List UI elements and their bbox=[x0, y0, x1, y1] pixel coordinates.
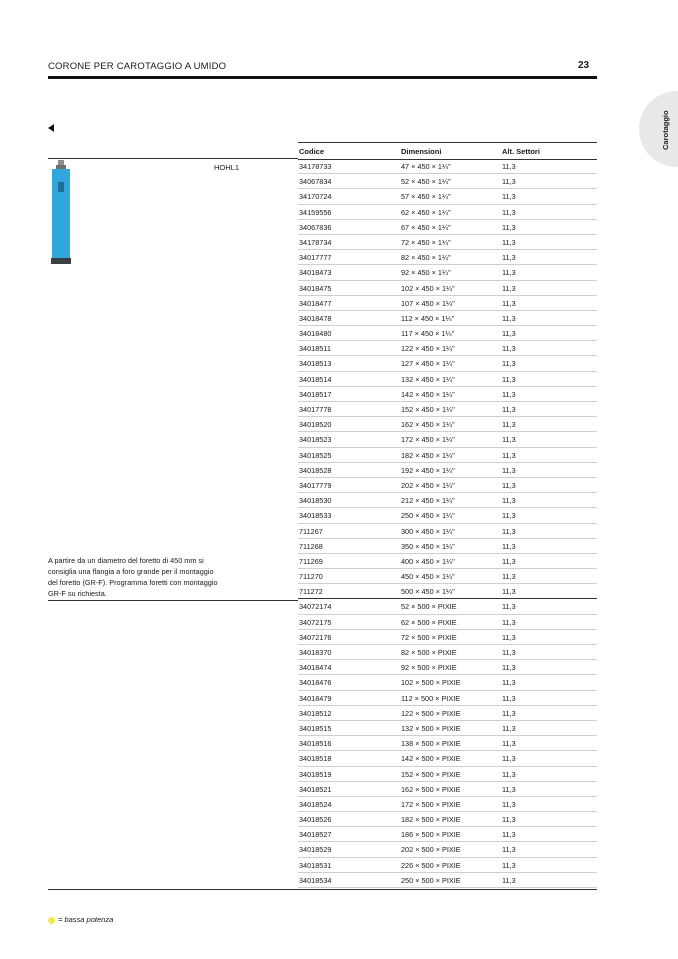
code-cell: 34018520 bbox=[299, 420, 332, 430]
code-cell: 34018531 bbox=[299, 860, 332, 870]
code-cell: 34018525 bbox=[299, 450, 332, 460]
code-cell: 711272 bbox=[299, 587, 323, 597]
dimensions-cell: 117 × 450 × 1¼" bbox=[401, 329, 455, 339]
dimensions-cell: 92 × 450 × 1¼" bbox=[401, 268, 451, 278]
code-cell: 34018533 bbox=[299, 511, 332, 521]
segment-height-cell: 11,3 bbox=[502, 815, 516, 825]
segment-height-cell: 11,3 bbox=[502, 739, 516, 749]
code-cell: 34018524 bbox=[299, 799, 332, 809]
code-cell: 34018521 bbox=[299, 784, 332, 794]
low-power-dot-icon bbox=[48, 917, 55, 924]
table-row bbox=[298, 463, 597, 478]
dimensions-cell: 152 × 500 × PIXIE bbox=[401, 769, 461, 779]
code-cell: 34072176 bbox=[299, 632, 332, 642]
code-cell: 34018511 bbox=[299, 344, 331, 354]
dimensions-cell: 127 × 450 × 1¼" bbox=[401, 359, 455, 369]
segment-height-cell: 11,3 bbox=[502, 359, 516, 369]
segment-height-cell: 11,3 bbox=[502, 648, 516, 657]
code-cell: 711270 bbox=[299, 572, 323, 582]
table-row bbox=[298, 569, 597, 584]
segment-height-cell: 11,3 bbox=[502, 511, 516, 521]
dimensions-cell: 500 × 450 × 1¼" bbox=[401, 587, 455, 597]
table-row bbox=[298, 691, 597, 706]
segment-height-cell: 11,3 bbox=[502, 283, 516, 293]
code-cell: 34018514 bbox=[299, 374, 332, 384]
column-header-codice: Codice bbox=[299, 147, 325, 156]
table-row bbox=[298, 189, 597, 204]
column-header-dimensioni: Dimensioni bbox=[401, 147, 442, 156]
code-cell: 34017779 bbox=[299, 480, 332, 490]
table-row bbox=[298, 478, 597, 493]
segment-height-cell: 11,3 bbox=[502, 496, 516, 506]
code-cell: 34018528 bbox=[299, 465, 332, 475]
table-row bbox=[298, 174, 597, 189]
code-cell: 34072174 bbox=[299, 602, 332, 612]
table-row bbox=[298, 159, 597, 174]
dimensions-cell: 107 × 450 × 1¼" bbox=[401, 298, 455, 308]
code-cell: 711267 bbox=[299, 526, 323, 536]
table-row bbox=[298, 356, 597, 371]
code-cell: 34018523 bbox=[299, 435, 332, 445]
dimensions-cell: 182 × 500 × PIXIE bbox=[401, 815, 461, 825]
code-cell: 34018475 bbox=[299, 283, 332, 293]
drill-bit-label bbox=[58, 182, 64, 192]
dimensions-cell: 226 × 500 × PIXIE bbox=[401, 860, 461, 870]
dimensions-cell: 162 × 500 × PIXIE bbox=[401, 784, 461, 794]
table-row bbox=[298, 281, 597, 296]
segment-height-cell: 11,3 bbox=[502, 207, 516, 217]
dimensions-cell: 72 × 500 × PIXIE bbox=[401, 632, 457, 642]
table-row bbox=[298, 402, 597, 417]
table-row bbox=[298, 417, 597, 432]
dimensions-cell: 152 × 450 × 1¼" bbox=[401, 405, 455, 414]
code-cell: 34018477 bbox=[299, 298, 332, 308]
code-cell: 34018518 bbox=[299, 754, 332, 764]
table-row bbox=[298, 554, 597, 569]
dimensions-cell: 62 × 500 × PIXIE bbox=[401, 617, 457, 627]
segment-height-cell: 11,3 bbox=[502, 602, 516, 612]
segment-height-cell: 11,3 bbox=[502, 556, 516, 566]
segment-height-cell: 11,3 bbox=[502, 526, 516, 536]
code-cell: 34018516 bbox=[299, 739, 332, 749]
dimensions-cell: 122 × 500 × PIXIE bbox=[401, 708, 461, 718]
dimensions-cell: 250 × 500 × PIXIE bbox=[401, 875, 461, 885]
dimensions-cell: 192 × 450 × 1¼" bbox=[401, 465, 455, 475]
code-cell: 34018534 bbox=[299, 875, 332, 885]
table-row bbox=[298, 205, 597, 220]
code-cell: 34018476 bbox=[299, 678, 332, 688]
dimensions-cell: 138 × 500 × PIXIE bbox=[401, 739, 461, 749]
core-drill-bit-image bbox=[50, 160, 72, 264]
side-tab-label: Carotaggio bbox=[661, 110, 670, 150]
page-header-title: CORONE PER CAROTAGGIO A UMIDO bbox=[48, 61, 227, 72]
table-row bbox=[298, 524, 597, 539]
segment-height-cell: 11,3 bbox=[502, 663, 516, 673]
code-cell: 34018517 bbox=[299, 389, 332, 399]
code-cell: 34018515 bbox=[299, 723, 332, 733]
dimensions-cell: 102 × 450 × 1¼" bbox=[401, 283, 455, 293]
segment-height-cell: 11,3 bbox=[502, 845, 516, 855]
table-row bbox=[298, 372, 597, 387]
dimensions-cell: 182 × 450 × 1¼" bbox=[401, 450, 455, 460]
code-cell: 34018519 bbox=[299, 769, 332, 779]
table-row bbox=[298, 630, 597, 645]
segment-height-cell: 11,3 bbox=[502, 678, 516, 688]
code-cell: 34178733 bbox=[299, 162, 332, 171]
product-note: A partire da un diametro del foretto di 450 mm si consiglia una flangia a foro grande per il montaggio del foretto (GR-F). Programma foretti con montaggio GR-F su richiesta. bbox=[48, 556, 218, 598]
table-row bbox=[298, 311, 597, 326]
segment-height-cell: 11,3 bbox=[502, 587, 516, 597]
segment-height-cell: 11,3 bbox=[502, 162, 516, 171]
dimensions-cell: 57 × 450 × 1¼" bbox=[401, 192, 451, 202]
table-row bbox=[298, 584, 597, 599]
dimensions-cell: 186 × 500 × PIXIE bbox=[401, 830, 461, 840]
code-cell: 711268 bbox=[299, 541, 323, 551]
dimensions-cell: 172 × 500 × PIXIE bbox=[401, 799, 461, 809]
dimensions-cell: 132 × 450 × 1¼" bbox=[401, 374, 455, 384]
dimensions-cell: 92 × 500 × PIXIE bbox=[401, 663, 457, 673]
segment-height-cell: 11,3 bbox=[502, 480, 516, 490]
segment-height-cell: 11,3 bbox=[502, 693, 516, 703]
dimensions-cell: 52 × 500 × PIXIE bbox=[401, 602, 457, 612]
product-table-body bbox=[298, 159, 597, 888]
table-row bbox=[298, 706, 597, 721]
table-row bbox=[298, 220, 597, 235]
code-cell: 34067836 bbox=[299, 222, 332, 232]
code-cell: 34018530 bbox=[299, 496, 332, 506]
table-row bbox=[298, 265, 597, 280]
table-header bbox=[298, 142, 597, 160]
segment-height-cell: 11,3 bbox=[502, 708, 516, 718]
code-cell: 34017778 bbox=[299, 405, 332, 414]
dimensions-cell: 47 × 450 × 1¼" bbox=[401, 162, 451, 171]
code-cell: 34017777 bbox=[299, 253, 332, 263]
dimensions-cell: 172 × 450 × 1¼" bbox=[401, 435, 455, 445]
table-row bbox=[298, 599, 597, 614]
table-row bbox=[298, 645, 597, 660]
dimensions-cell: 62 × 450 × 1¼" bbox=[401, 207, 451, 217]
segment-height-cell: 11,3 bbox=[502, 572, 516, 582]
dimensions-cell: 132 × 500 × PIXIE bbox=[401, 723, 461, 733]
dimensions-cell: 112 × 450 × 1¼" bbox=[401, 313, 455, 323]
side-tab[interactable] bbox=[639, 91, 678, 167]
dimensions-cell: 82 × 450 × 1¼" bbox=[401, 253, 451, 263]
table-row bbox=[298, 539, 597, 554]
table-row bbox=[298, 432, 597, 447]
dimensions-cell: 142 × 450 × 1¼" bbox=[401, 389, 455, 399]
table-row bbox=[298, 660, 597, 675]
dimensions-cell: 142 × 500 × PIXIE bbox=[401, 754, 461, 764]
dimensions-cell: 300 × 450 × 1¼" bbox=[401, 526, 455, 536]
table-row bbox=[298, 296, 597, 311]
dimensions-cell: 350 × 450 × 1¼" bbox=[401, 541, 455, 551]
code-cell: 34072175 bbox=[299, 617, 332, 627]
table-row bbox=[298, 493, 597, 508]
dimensions-cell: 72 × 450 × 1¼" bbox=[401, 237, 451, 247]
header-divider bbox=[48, 76, 597, 79]
dimensions-cell: 212 × 450 × 1¼" bbox=[401, 496, 455, 506]
dimensions-cell: 450 × 450 × 1¼" bbox=[401, 572, 455, 582]
segment-height-cell: 11,3 bbox=[502, 617, 516, 627]
code-cell: 34018512 bbox=[299, 708, 332, 718]
table-row bbox=[298, 751, 597, 766]
dimensions-cell: 52 × 450 × 1¼" bbox=[401, 177, 451, 187]
dimensions-cell: 122 × 450 × 1¼" bbox=[401, 344, 455, 354]
section-divider bbox=[48, 600, 298, 601]
table-row bbox=[298, 858, 597, 873]
segment-height-cell: 11,3 bbox=[502, 374, 516, 384]
segment-height-cell: 11,3 bbox=[502, 222, 516, 232]
segment-height-cell: 11,3 bbox=[502, 754, 516, 764]
table-row bbox=[298, 782, 597, 797]
segment-height-cell: 11,3 bbox=[502, 237, 516, 247]
table-row bbox=[298, 721, 597, 736]
drill-bit-segments bbox=[51, 258, 71, 264]
segment-height-cell: 11,3 bbox=[502, 192, 516, 202]
code-cell: 34170724 bbox=[299, 192, 332, 202]
dimensions-cell: 202 × 450 × 1¼" bbox=[401, 480, 455, 490]
segment-height-cell: 11,3 bbox=[502, 769, 516, 779]
segment-height-cell: 11,3 bbox=[502, 177, 516, 187]
code-cell: 34018370 bbox=[299, 648, 332, 657]
legend bbox=[48, 915, 113, 924]
table-row bbox=[298, 842, 597, 857]
code-cell: 34018527 bbox=[299, 830, 332, 840]
code-cell: 34018526 bbox=[299, 815, 332, 825]
table-row bbox=[298, 448, 597, 463]
code-cell: 34018478 bbox=[299, 313, 332, 323]
table-row bbox=[298, 812, 597, 827]
table-row bbox=[298, 387, 597, 402]
segment-height-cell: 11,3 bbox=[502, 268, 516, 278]
segment-height-cell: 11,3 bbox=[502, 875, 516, 885]
dimensions-cell: 400 × 450 × 1¼" bbox=[401, 556, 455, 566]
code-cell: 34018513 bbox=[299, 359, 332, 369]
segment-height-cell: 11,3 bbox=[502, 253, 516, 263]
segment-height-cell: 11,3 bbox=[502, 435, 516, 445]
dimensions-cell: 162 × 450 × 1¼" bbox=[401, 420, 455, 430]
segment-height-cell: 11,3 bbox=[502, 541, 516, 551]
table-row bbox=[298, 341, 597, 356]
dimensions-cell: 112 × 500 × PIXIE bbox=[401, 693, 461, 703]
code-cell: 34018480 bbox=[299, 329, 332, 339]
dimensions-cell: 102 × 500 × PIXIE bbox=[401, 678, 461, 688]
product-name: HOHL1 bbox=[214, 163, 240, 172]
dimensions-cell: 202 × 500 × PIXIE bbox=[401, 845, 461, 855]
table-row bbox=[298, 873, 597, 888]
segment-height-cell: 11,3 bbox=[502, 465, 516, 475]
table-row bbox=[298, 615, 597, 630]
back-arrow-icon[interactable] bbox=[48, 124, 54, 132]
page-number: 23 bbox=[578, 60, 590, 71]
table-row bbox=[298, 235, 597, 250]
table-row bbox=[298, 797, 597, 812]
code-cell: 34018473 bbox=[299, 268, 332, 278]
segment-height-cell: 11,3 bbox=[502, 420, 516, 430]
code-cell: 34067834 bbox=[299, 177, 332, 187]
table-row bbox=[298, 736, 597, 751]
table-row bbox=[298, 827, 597, 842]
legend-text: = bassa potenza bbox=[58, 915, 114, 924]
table-row bbox=[298, 250, 597, 265]
table-row bbox=[298, 326, 597, 341]
segment-height-cell: 11,3 bbox=[502, 860, 516, 870]
product-divider-top bbox=[48, 158, 298, 159]
segment-height-cell: 11,3 bbox=[502, 830, 516, 840]
segment-height-cell: 11,3 bbox=[502, 313, 516, 323]
table-row bbox=[298, 675, 597, 690]
code-cell: 34018474 bbox=[299, 663, 332, 673]
segment-height-cell: 11,3 bbox=[502, 405, 516, 414]
dimensions-cell: 250 × 450 × 1¼" bbox=[401, 511, 455, 521]
drill-bit-collar bbox=[56, 165, 66, 169]
segment-height-cell: 11,3 bbox=[502, 723, 516, 733]
code-cell: 34178734 bbox=[299, 237, 332, 247]
code-cell: 711269 bbox=[299, 556, 323, 566]
table-row bbox=[298, 508, 597, 523]
code-cell: 34159556 bbox=[299, 207, 332, 217]
segment-height-cell: 11,3 bbox=[502, 389, 516, 399]
segment-height-cell: 11,3 bbox=[502, 344, 516, 354]
segment-height-cell: 11,3 bbox=[502, 784, 516, 794]
dimensions-cell: 82 × 500 × PIXIE bbox=[401, 648, 457, 657]
segment-height-cell: 11,3 bbox=[502, 298, 516, 308]
segment-height-cell: 11,3 bbox=[502, 799, 516, 809]
dimensions-cell: 67 × 450 × 1¼" bbox=[401, 222, 451, 232]
table-bottom-rule bbox=[48, 889, 597, 890]
segment-height-cell: 11,3 bbox=[502, 450, 516, 460]
code-cell: 34018529 bbox=[299, 845, 332, 855]
table-row bbox=[298, 767, 597, 782]
column-header-alt-settori: Alt. Settori bbox=[502, 147, 540, 156]
code-cell: 34018479 bbox=[299, 693, 332, 703]
segment-height-cell: 11,3 bbox=[502, 329, 516, 339]
segment-height-cell: 11,3 bbox=[502, 632, 516, 642]
